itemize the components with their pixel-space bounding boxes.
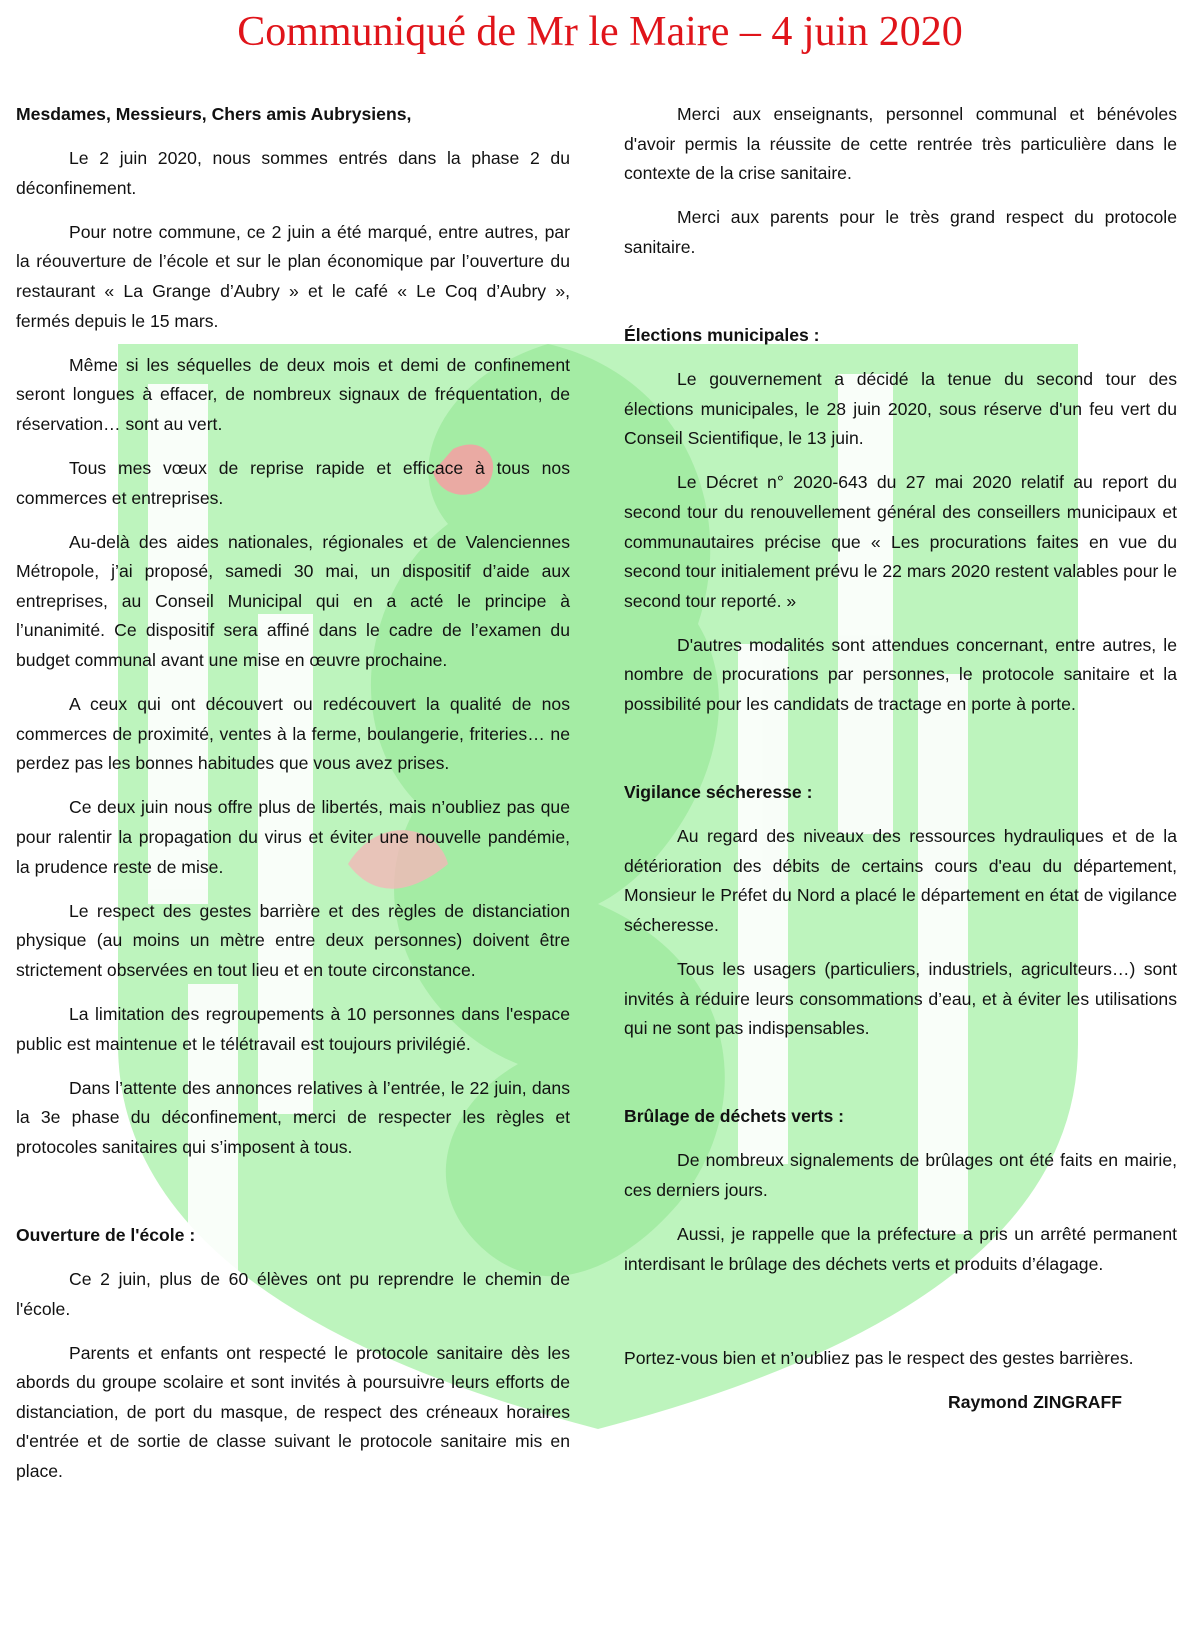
section-spacer <box>624 1294 1177 1344</box>
paragraph: Le 2 juin 2020, nous sommes entrés dans la phase 2 du déconfinement. <box>16 148 570 198</box>
paragraph: Au regard des niveaux des ressources hydrauliques et de la détérioration des débits de certains cours d'eau du département, Monsieur le Préfet du Nord a placé le département en état de vigilance sécheresse. <box>624 826 1177 935</box>
signature: Raymond ZINGRAFF <box>948 1391 1122 1412</box>
paragraph: Parents et enfants ont respecté le protocole sanitaire dès les abords du groupe scolaire et sont invités à poursuivre leurs efforts de distanciation, de port du masque, de respect des créneaux horaires d'entrée et de sortie de classe suivant le protocole sanitaire mis en place. <box>16 1342 570 1482</box>
paragraph: De nombreux signalements de brûlages ont été faits en mairie, ces derniers jours. <box>624 1150 1177 1201</box>
paragraph: A ceux qui ont découvert ou redécouvert la qualité de nos commerces de proximité, ventes à la ferme, boulangerie, friteries… ne perdez pas les bonnes habitudes que vous avez prises. <box>16 694 570 774</box>
section-spacer <box>16 1177 570 1221</box>
paragraph: Aussi, je rappelle que la préfecture a pris un arrêté permanent interdisant le brûlage des déchets verts et produits d’élagage. <box>624 1224 1177 1274</box>
paragraph: Merci aux parents pour le très grand respect du protocole sanitaire. <box>624 207 1177 257</box>
paragraph: Même si les séquelles de deux mois et demi de confinement seront longues à effacer, de nombreux signaux de fréquentation, de réservation… sont au vert. <box>16 354 570 434</box>
right-column <box>624 100 1177 1418</box>
paragraph: Ce 2 juin, plus de 60 élèves ont pu reprendre le chemin de l'école. <box>16 1269 570 1319</box>
paragraph: Tous mes vœux de reprise rapide et efficace à tous nos commerces et entreprises. <box>16 457 570 508</box>
paragraph: Le Décret n° 2020-643 du 27 mai 2020 relatif au report du second tour du renouvellement général des conseillers municipaux et communautaires précise que « Les procurations faites en vue du second tour initialement prévu le 22 mars 2020 restent valables pour le second tour reporté. » <box>624 472 1177 611</box>
paragraph: Le respect des gestes barrière et des règles de distanciation physique (au moins un mètre entre deux personnes) doivent être strictement observées en tout lieu et en toute circonstance. <box>16 900 570 980</box>
section-heading-elections: Élections municipales : <box>624 324 820 345</box>
paragraph: Le gouvernement a décidé la tenue du second tour des élections municipales, le 28 juin 2020, sous réserve d'un feu vert du Conseil Scientifique, le 13 juin. <box>624 369 1177 449</box>
paragraph: Ce deux juin nous offre plus de libertés, mais n’oubliez pas que pour ralentir la propagation du virus et éviter une nouvelle pandémie, la prudence reste de mise. <box>16 797 570 877</box>
paragraph: Dans l’attente des annonces relatives à l’entrée, le 22 juin, dans la 3e phase du déconfinement, merci de respecter les règles et protocoles sanitaires qui s’imposent à tous. <box>16 1077 570 1157</box>
section-heading-ecole: Ouverture de l'école : <box>16 1224 196 1245</box>
section-spacer <box>624 734 1177 778</box>
paragraph: Merci aux enseignants, personnel communal et bénévoles d'avoir permis la réussite de cette rentrée très particulière dans le contexte de la crise sanitaire. <box>624 104 1177 184</box>
greeting: Mesdames, Messieurs, Chers amis Aubrysiens, <box>16 104 412 124</box>
page-title: Communiqué de Mr le Maire – 4 juin 2020 <box>237 9 963 55</box>
paragraph: Pour notre commune, ce 2 juin a été marqué, entre autres, par la réouverture de l’école et sur le plan économique par l’ouverture du restaurant « La Grange d’Aubry » et le café « Le Coq d’Aubry », fermés depuis le 15 mars. <box>16 221 570 331</box>
left-column <box>16 100 570 1501</box>
section-heading-brulage: Brûlage de déchets verts : <box>624 1106 844 1127</box>
paragraph: La limitation des regroupements à 10 personnes dans l'espace public est maintenue et le télétravail est toujours privilégié. <box>16 1003 570 1054</box>
closing-line: Portez-vous bien et n’oubliez pas le respect des gestes barrières. <box>624 1347 1134 1368</box>
section-spacer <box>624 277 1177 321</box>
section-spacer <box>624 1058 1177 1102</box>
paragraph: Tous les usagers (particuliers, industriels, agriculteurs…) sont invités à réduire leurs consommations d’eau, et à éviter les utilisations qui ne sont pas indispensables. <box>624 959 1177 1039</box>
section-heading-vigilance: Vigilance sécheresse : <box>624 782 813 803</box>
paragraph: Au-delà des aides nationales, régionales et de Valenciennes Métropole, j’ai proposé, samedi 30 mai, un dispositif d’aide aux entreprises, au Conseil Municipal qui en a acté le principe à l’unanimité. Ce dispositif sera affiné dans le cadre de l’examen du budget communal avant une mise en œuvre prochaine. <box>16 531 570 670</box>
paragraph: D'autres modalités sont attendues concernant, entre autres, le nombre de procurations par personnes, le protocole sanitaire et la possibilité pour les candidats de tractage en porte à porte. <box>624 634 1177 714</box>
